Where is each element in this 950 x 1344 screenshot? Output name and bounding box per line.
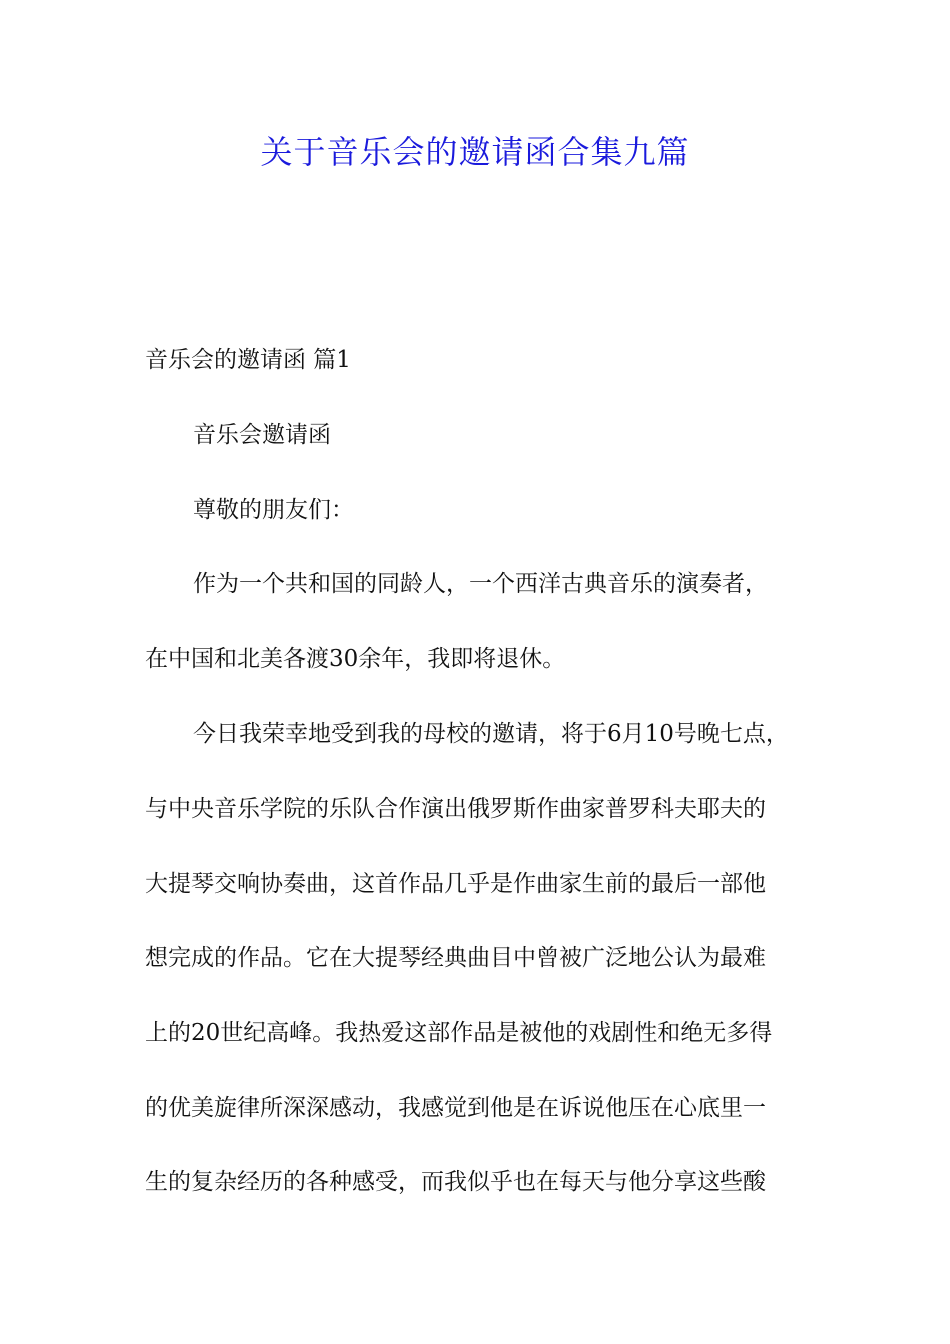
document-title: 关于音乐会的邀请函合集九篇 — [260, 133, 690, 171]
salutation: 尊敬的朋友们： — [193, 497, 354, 523]
paragraph-1-line-1: 作为一个共和国的同龄人，一个西洋古典音乐的演奏者， — [193, 571, 768, 597]
paragraph-1-line-2: 在中国和北美各渡30余年，我即将退休。 — [145, 646, 566, 672]
paragraph-2-line-3: 大提琴交响协奏曲，这首作品几乎是作曲家生前的最后一部他 — [145, 871, 766, 897]
paragraph-2-line-4: 想完成的作品。它在大提琴经典曲目中曾被广泛地公认为最难 — [145, 945, 766, 971]
paragraph-2-line-5: 上的20世纪高峰。我热爱这部作品是被他的戏剧性和绝无多得 — [145, 1020, 773, 1046]
letter-title: 音乐会邀请函 — [193, 422, 331, 448]
paragraph-2-line-7: 生的复杂经历的各种感受，而我似乎也在每天与他分享这些酸 — [145, 1169, 766, 1195]
paragraph-2-line-1: 今日我荣幸地受到我的母校的邀请，将于6月10号晚七点， — [193, 721, 789, 747]
paragraph-2-line-6: 的优美旋律所深深感动，我感觉到他是在诉说他压在心底里一 — [145, 1095, 766, 1121]
section-heading: 音乐会的邀请函 篇1 — [145, 347, 351, 373]
paragraph-2-line-2: 与中央音乐学院的乐队合作演出俄罗斯作曲家普罗科夫耶夫的 — [145, 796, 766, 822]
